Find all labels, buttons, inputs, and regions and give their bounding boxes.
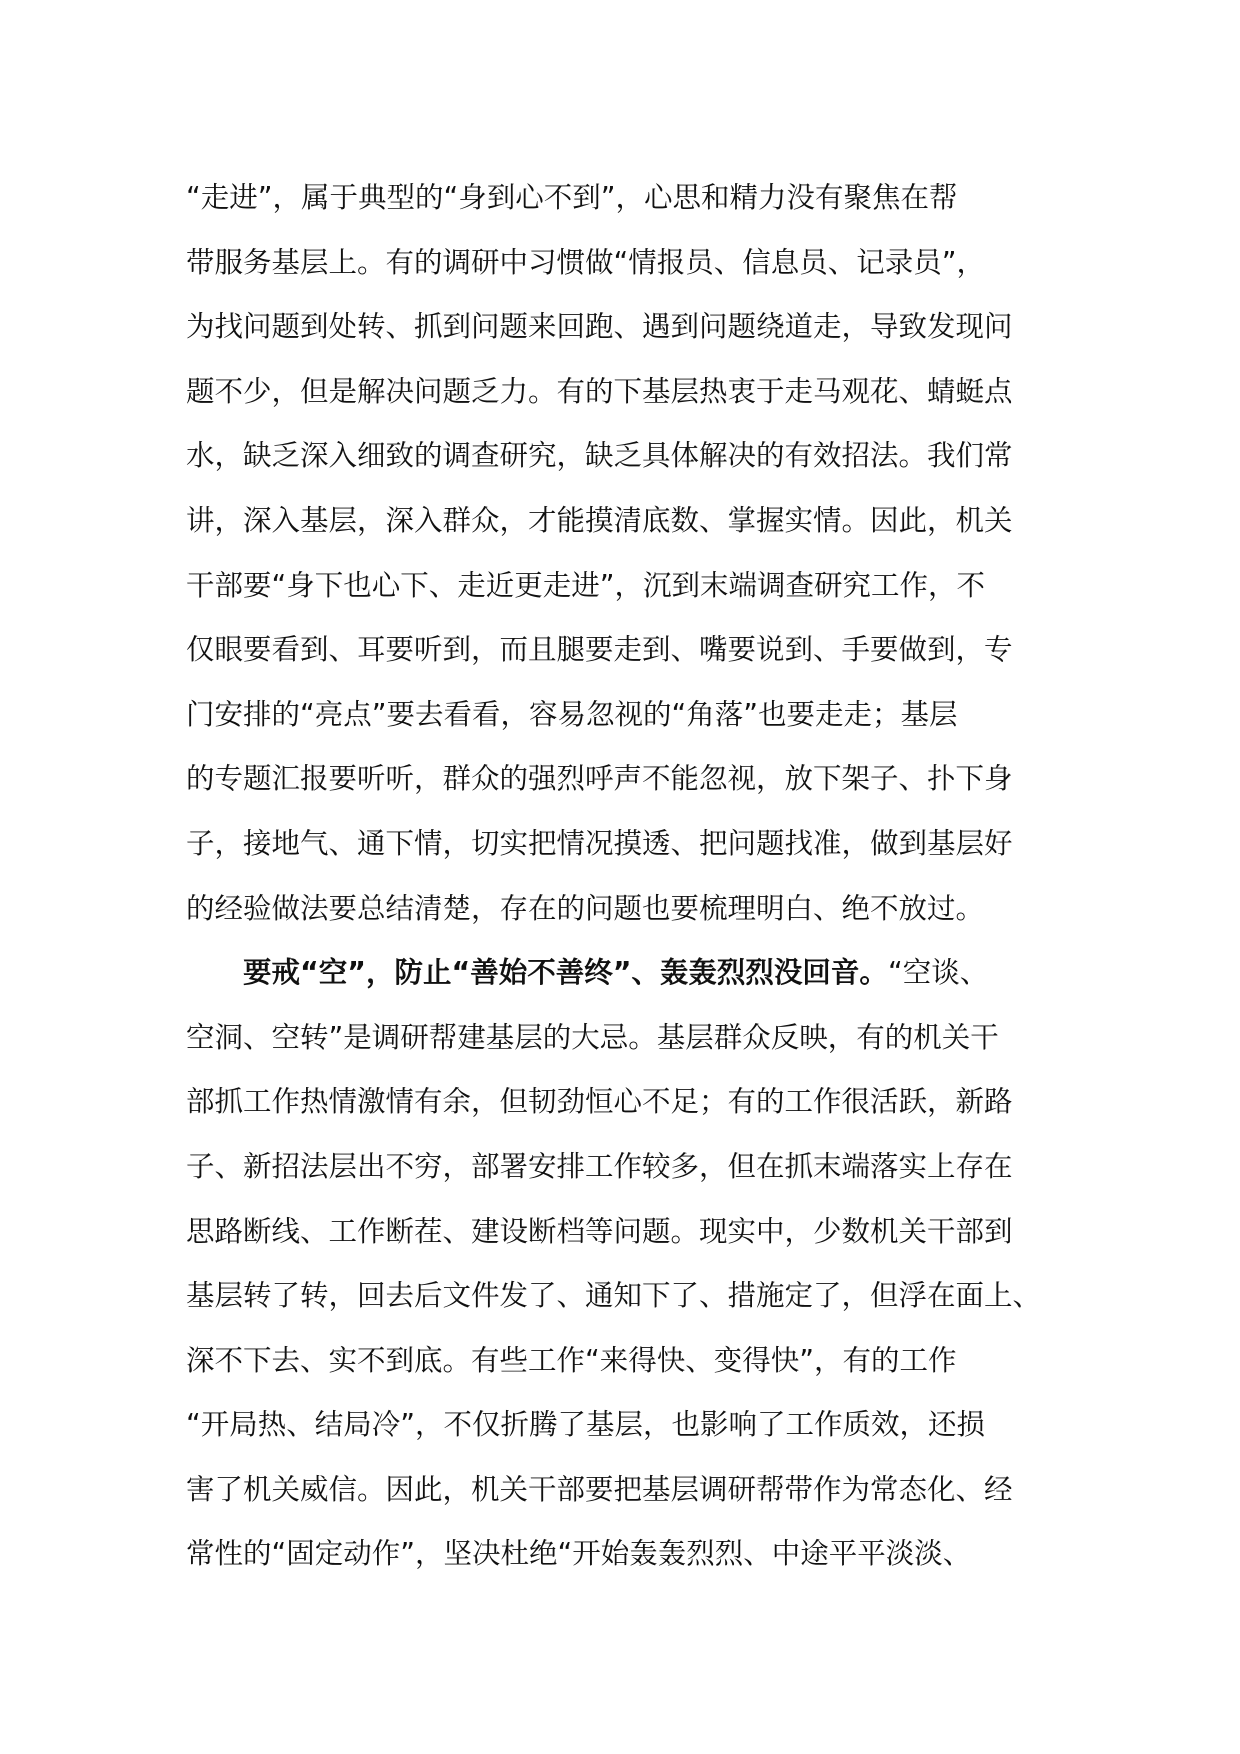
text-line: 仅眼要看到、耳要听到，而且腿要走到、嘴要说到、手要做到，专: [186, 633, 1013, 667]
text-line: 深不下去、实不到底。有些工作“来得快、变得快”，有的工作: [186, 1343, 957, 1377]
text-line: 为找问题到处转、抓到问题来回跑、遇到问题绕道走，导致发现问: [186, 310, 1013, 344]
text-line: 的专题汇报要听听，群众的强烈呼声不能忽视，放下架子、扑下身: [186, 762, 1013, 796]
paragraph-heading-continuation: “空谈、: [887, 956, 989, 990]
text-line: 水，缺乏深入细致的调查研究，缺乏具体解决的有效招法。我们常: [186, 439, 1013, 473]
text-line: 子，接地气、通下情，切实把情况摸透、把问题找准，做到基层好: [186, 826, 1013, 860]
text-line: 部抓工作热情激情有余，但韧劲恒心不足；有的工作很活跃，新路: [186, 1085, 1013, 1119]
text-line: “走进”，属于典型的“身到心不到”，心思和精力没有聚焦在帮: [186, 181, 958, 214]
paragraph-heading-line: [186, 941, 1066, 1006]
paragraph-heading: 要戒“空”，防止“善始不善终”、轰轰烈烈没回音。: [243, 956, 888, 990]
text-line: 门安排的“亮点”要去看看，容易忽视的“角落”也要走走；基层: [186, 697, 958, 731]
text-line: 讲，深入基层，深入群众，才能摸清底数、掌握实情。因此，机关: [186, 503, 1013, 537]
body-text: [186, 166, 1066, 1587]
text-line: 基层转了转，回去后文件发了、通知下了、措施定了，但浮在面上、: [186, 1279, 1042, 1313]
text-line: 带服务基层上。有的调研中习惯做“情报员、信息员、记录员”，: [186, 245, 986, 279]
text-line: 常性的“固定动作”，坚决杜绝“开始轰轰烈烈、中途平平淡淡、: [186, 1537, 972, 1571]
text-line: 子、新招法层出不穷，部署安排工作较多，但在抓末端落实上存在: [186, 1149, 1013, 1183]
text-line: 的经验做法要总结清楚，存在的问题也要梳理明白、绝不放过。: [186, 891, 985, 925]
text-line: 干部要“身下也心下、走近更走进”，沉到末端调查研究工作，不: [186, 568, 986, 602]
text-line: 害了机关威信。因此，机关干部要把基层调研帮带作为常态化、经: [186, 1472, 1013, 1506]
text-line: 题不少，但是解决问题乏力。有的下基层热衷于走马观花、蜻蜓点: [186, 374, 1013, 408]
text-line: 思路断线、工作断茬、建设断档等问题。现实中，少数机关干部到: [186, 1214, 1013, 1248]
text-line: 空洞、空转”是调研帮建基层的大忌。基层群众反映，有的机关干: [186, 1020, 999, 1054]
text-line: “开局热、结局冷”，不仅折腾了基层，也影响了工作质效，还损: [186, 1408, 986, 1442]
